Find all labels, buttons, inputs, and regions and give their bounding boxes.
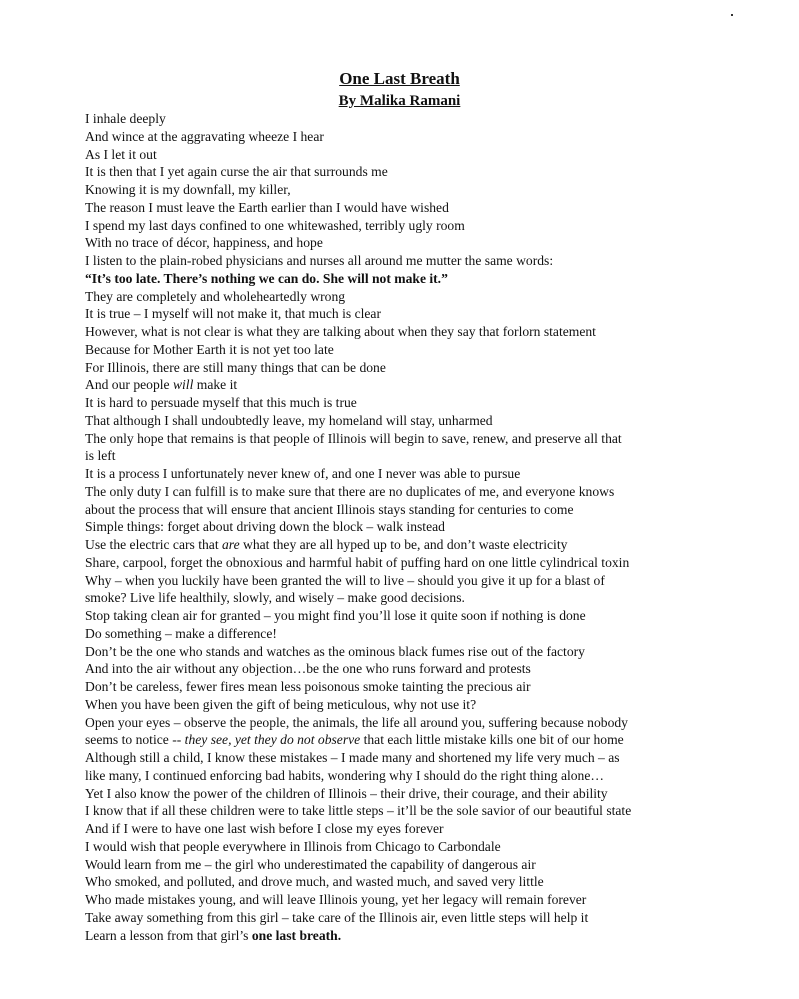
poem-text-segment: Take away something from this girl – take care of the Illinois air, even little steps will help it [85, 909, 589, 925]
poem-line [85, 838, 745, 856]
poem-text-segment: Knowing it is my downfall, my killer, [85, 182, 291, 197]
poem-text-segment: It is a process I unfortunately never knew of, and one I never was able to pursue [85, 466, 521, 481]
poem-text-segment: Open your eyes – observe the people, the animals, the life all around you, suffering because nobody [85, 714, 628, 730]
poem-text-segment: “It’s too late. There’s nothing we can do. She will not make it.” [85, 270, 448, 286]
poem-text-segment: They are completely and wholeheartedly wrong [85, 288, 346, 304]
poem-text-segment: Who made mistakes young, and will leave Illinois young, yet her legacy will remain forever [85, 892, 587, 907]
poem-line [85, 625, 745, 643]
poem-text-segment: I would wish that people everywhere in Illinois from Chicago to Carbondale [85, 838, 501, 854]
poem-text-segment: like many, I continued enforcing bad habits, wondering why I should do the right thing alone… [85, 767, 604, 783]
poem-line [85, 359, 745, 377]
poem-line [85, 288, 745, 306]
poem-text-segment: I know that if all these children were to take little steps – it’ll be the sole savior of our beautiful state [85, 803, 632, 819]
poem-text-segment: The only hope that remains is that people of Illinois will begin to save, renew, and preserve all that [85, 430, 622, 446]
poem-line [85, 589, 745, 607]
poem-line [85, 270, 745, 288]
scan-speck [731, 14, 733, 16]
poem-text-segment: smoke? Live life healthily, slowly, and wisely – make good decisions. [85, 590, 465, 606]
poem-line [85, 607, 745, 625]
poem-text-segment: Although still a child, I know these mistakes – I made many and shortened my life very much – as [85, 750, 620, 765]
poem-text-segment: It is true – I myself will not make it, that much is clear [85, 306, 381, 322]
poem-line [85, 217, 745, 235]
poem-text-segment: Use the electric cars that [85, 537, 222, 552]
poem-text-segment: It is then that I yet again curse the air that surrounds me [85, 164, 388, 180]
poem-line [85, 323, 745, 341]
poem-text-segment: It is hard to persuade myself that this much is true [85, 395, 357, 410]
poem-text-segment: And wince at the aggravating wheeze I hear [85, 128, 324, 144]
poem-line [85, 678, 745, 696]
poem-text-segment: about the process that will ensure that ancient Illinois stays standing for centuries to come [85, 501, 574, 517]
poem-line [85, 643, 745, 661]
poem-line [85, 891, 745, 909]
poem-line [85, 376, 745, 394]
poem-text-segment: I listen to the plain-robed physicians and nurses all around me mutter the same words: [85, 253, 554, 268]
poem-text-segment: one last breath. [251, 927, 342, 943]
poem-text-segment: make it [193, 377, 238, 393]
poem-line [85, 394, 745, 412]
poem-text-segment: Why – when you luckily have been granted the will to live – should you give it up for a blast of [85, 572, 605, 588]
poem-text-segment: what they are all hyped up to be, and don’t waste electricity [239, 537, 568, 552]
poem-text-segment: seems to notice -- [85, 732, 185, 748]
poem-line [85, 856, 745, 874]
poem-line [85, 909, 745, 927]
poem-line [85, 501, 745, 519]
poem-text-segment: That although I shall undoubtedly leave, my homeland will stay, unharmed [85, 412, 493, 428]
poem-line [85, 820, 745, 838]
poem-line [85, 234, 745, 252]
poem-title: One Last Breath [339, 69, 460, 88]
poem-text-segment: Learn a lesson from that girl’s [85, 927, 252, 943]
poem-line [85, 341, 745, 359]
poem-text-segment: I inhale deeply [85, 111, 166, 126]
poem-line [85, 696, 745, 714]
poem-text-segment: The only duty I can fulfill is to make sure that there are no duplicates of me, and everyone knows [85, 483, 615, 499]
poem-line [85, 731, 745, 749]
poem-line [85, 572, 745, 590]
poem-text-segment: they see, yet they do not observe [184, 732, 361, 748]
poem-text-segment: With no trace of décor, happiness, and hope [85, 235, 323, 251]
poem-text-segment: are [222, 537, 240, 552]
poem-text-segment: Don’t be the one who stands and watches as the ominous black fumes rise out of the factory [85, 643, 585, 659]
poem-byline: By Malika Ramani [338, 93, 461, 109]
poem-line [85, 749, 745, 767]
poem-line [85, 714, 745, 732]
poem-text-segment: When you have been given the gift of being meticulous, why not use it? [85, 696, 477, 712]
poem-line [85, 128, 745, 146]
poem-text-segment: Do something – make a difference! [85, 625, 277, 641]
poem-line [85, 873, 745, 891]
poem-text-segment: And our people [85, 377, 173, 393]
poem-line [85, 465, 745, 483]
poem-line [85, 163, 745, 181]
poem-text-segment: However, what is not clear is what they are talking about when they say that forlorn statement [85, 324, 596, 339]
poem-line [85, 412, 745, 430]
poem-line [85, 767, 745, 785]
poem-line [85, 199, 745, 217]
poem-line [85, 518, 745, 536]
poem-text-segment: Yet I also know the power of the children of Illinois – their drive, their courage, and their ability [85, 785, 608, 801]
poem-text-segment: is left [85, 448, 116, 464]
poem-text-segment: And into the air without any objection…be the one who runs forward and protests [85, 661, 531, 677]
poem-line [85, 430, 745, 448]
poem-text-segment: that each little mistake kills one bit of our home [360, 732, 624, 748]
poem-line [85, 660, 745, 678]
poem-line [85, 447, 745, 465]
poem-line [85, 785, 745, 803]
poem-text-segment: Share, carpool, forget the obnoxious and harmful habit of puffing hard on one little cylindrical toxin [85, 554, 630, 570]
poem-line [85, 802, 745, 820]
poem-text-segment: Stop taking clean air for granted – you might find you’ll lose it quite soon if nothing is done [85, 608, 586, 623]
poem-line [85, 110, 745, 128]
poem-text-segment: Don’t be careless, fewer fires mean less poisonous smoke tainting the precious air [85, 679, 531, 694]
poem-line [85, 305, 745, 323]
poem-line [85, 927, 745, 945]
poem-text-segment: Because for Mother Earth it is not yet too late [85, 341, 334, 357]
poem-line [85, 483, 745, 501]
poem-text-segment: Who smoked, and polluted, and drove much, and wasted much, and saved very little [85, 874, 544, 890]
poem-line [85, 181, 745, 199]
poem-text-segment: will [172, 377, 194, 393]
poem-text-segment: The reason I must leave the Earth earlier than I would have wished [85, 199, 449, 215]
poem-line [85, 554, 745, 572]
poem-text-segment: And if I were to have one last wish before I close my eyes forever [85, 821, 444, 836]
poem-text-segment: For Illinois, there are still many things that can be done [85, 359, 386, 375]
poem-line [85, 146, 745, 164]
poem-text-segment: Would learn from me – the girl who underestimated the capability of dangerous air [85, 856, 536, 872]
poem-text-segment: Simple things: forget about driving down the block – walk instead [85, 519, 445, 535]
poem-text-segment: As I let it out [85, 146, 157, 162]
poem-body [85, 110, 745, 944]
poem-text-segment: I spend my last days confined to one whitewashed, terribly ugly room [85, 217, 465, 233]
poem-line [85, 252, 745, 270]
poem-line [85, 536, 745, 554]
